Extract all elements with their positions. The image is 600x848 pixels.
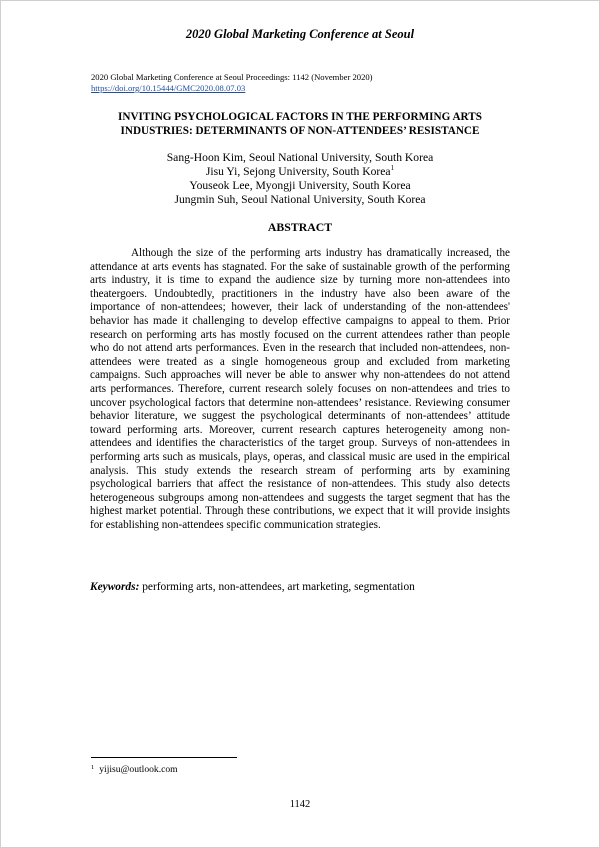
title-line-1: INVITING PSYCHOLOGICAL FACTORS IN THE PERFORMING ARTS	[118, 111, 482, 123]
author-line: Jisu Yi, Sejong University, South Korea$^1$	[205, 164, 395, 178]
proceedings-line: 2020 Global Marketing Conference at Seoul Proceedings: 1142 (November 2020)	[91, 72, 373, 82]
running-header: 2020 Global Marketing Conference at Seoul	[185, 27, 415, 41]
abstract-heading: ABSTRACT	[267, 220, 333, 234]
keywords-text: performing arts, non-attendees, art marketing, segmentation	[139, 581, 415, 593]
footnote-email: yijisu@outlook.com	[99, 764, 178, 775]
keywords-label: Keywords:	[90, 581, 140, 593]
paper-title	[60, 110, 540, 138]
footnote-marker: 1	[390, 164, 395, 172]
author-line: Youseok Lee, Myongji University, South Korea	[189, 179, 411, 192]
title-line-2: INDUSTRIES: DETERMINANTS OF NON-ATTENDEES’ RESISTANCE	[120, 125, 480, 137]
footnote-divider	[91, 757, 237, 758]
author-line: Jungmin Suh, Seoul National University, South Korea	[174, 193, 426, 206]
abstract-body: Although the size of the performing arts industry has dramatically increased, the attendance at arts events has stagnated. For the sake of sustainable growth of the performing arts industry, it is time to expand the audience size by turning more non-attendees into theatergoers. Undoubtedly, practitioners in the industry have also been aware of the importance of non-attendees; however, their lack of understanding of the non-attendees' behavior has made it challenging to develop effective campaigns to appeal to them. Prior research on performing arts has mostly focused on the current attendees rather than people who do not attend arts performances. Even in the research that included non-attendees, non-attendees were treated as a single homogeneous group and excluded from marketing campaigns. Such approaches will never be able to answer why non-attendees do not attend arts performances. Therefore, current research solely focuses on non-attendees and tries to uncover psychological factors that determine non-attendees’ resistance. Reviewing consumer behavior literature, we suggest the psychological determinants of non-attendees’ attitude toward performing arts. Moreover, current research captures heterogeneity among non-attendees and identifies the characteristics of the target group. Surveys of non-attendees in performing arts such as musicals, plays, operas, and classical music are used in the empirical analysis. This study extends the research stream of performing arts by examining psychological barriers that affect the resistance of non-attendees. This study also detects heterogeneous subgroups among non-attendees and suggests the target segment that has the highest market potential. Through these contributions, we expect that it will provide insights for establishing non-attendees specific communication strategies.	[90, 247, 510, 531]
author-line: Sang-Hoon Kim, Seoul National University, South Korea	[166, 151, 434, 164]
author-list	[0, 151, 600, 207]
footnote	[91, 764, 178, 775]
keywords	[90, 581, 510, 593]
proceedings-block	[91, 72, 373, 94]
page-number: 1142	[289, 799, 311, 810]
doi-link[interactable]: https://doi.org/10.15444/GMC2020.08.07.03	[91, 83, 246, 93]
footnote-number: 1	[91, 764, 95, 771]
